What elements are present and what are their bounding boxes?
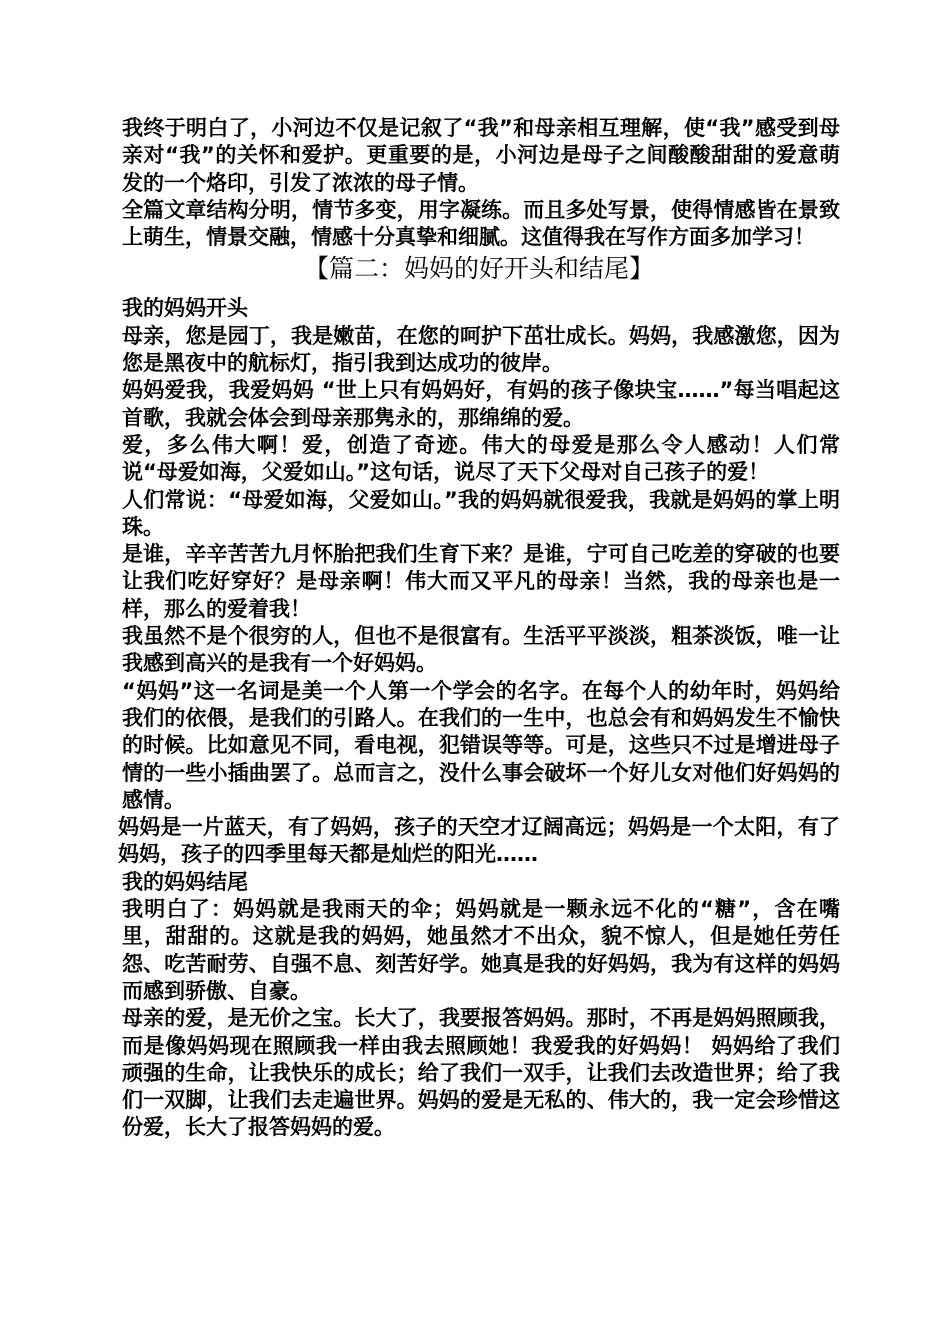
paragraph-opening-3: 爱，多么伟大啊！爱，创造了奇迹。伟大的母爱是那么令人感动！人们常说“母爱如海，父爱如山。”这句话，说尽了天下父母对自己孩子的爱！ xyxy=(122,432,840,485)
paragraph-review: 全篇文章结构分明，情节多变，用字凝练。而且多处写景，使得情感皆在景致上萌生，情景交融，情感十分真挚和细腻。这值得我在写作方面多加学习！ xyxy=(122,197,840,250)
paragraph-opening-2: 妈妈爱我，我爱妈妈 “世上只有妈妈好，有妈的孩子像块宝……”每当唱起这首歌，我就会体会到母亲那隽永的，那绵绵的爱。 xyxy=(122,378,840,430)
paragraph-opening-6: 我虽然不是个很穷的人，但也不是很富有。生活平平淡淡，粗茶淡饭，唯一让我感到高兴的是我有一个好妈妈。 xyxy=(122,624,840,676)
paragraph-opening-7: “妈妈”这一名词是美一个人第一个学会的名字。在每个人的幼年时，妈妈给我们的依偎，是我们的引路人。在我们的一生中，也总会有和妈妈发生不愉快的时候。比如意见不同，看电视，犯错误等等。可是，这些只不过是增进母子情的一些小插曲罢了。总而言之，没什么事会破坏一个好儿女对他们好妈妈的感情。 xyxy=(122,678,840,812)
section-title: 【篇二：妈妈的好开头和结尾】 xyxy=(303,254,654,284)
subheading-opening: 我的妈妈开头 xyxy=(122,296,248,321)
paragraph-ending-1: 我明白了：妈妈就是我雨天的伞；妈妈就是一颗永远不化的“糖”，含在嘴里，甜甜的。这就是我的妈妈，她虽然才不出众，貌不惊人，但是她任劳任怨、吃苦耐劳、自强不息、刻苦好学。她真是我的好妈妈，我为有这样的妈妈而感到骄傲、自豪。 xyxy=(122,897,840,1003)
paragraph-ending-2: 母亲的爱，是无价之宝。长大了，我要报答妈妈。那时，不再是妈妈照顾我，而是像妈妈现在照顾我一样由我去照顾她！我爱我的好妈妈！ 妈妈给了我们顽强的生命，让我快乐的成长；给了我们一双手，让我们去改造世界；给了我们一双脚，让我们去走遍世界。妈妈的爱是无私的、伟大的，我一定会珍惜这份爱，长大了报答妈妈的爱。 xyxy=(122,1006,840,1140)
paragraph-opening-5: 是谁，辛辛苦苦九月怀胎把我们生育下来？是谁，宁可自己吃差的穿破的也要让我们吃好穿好？是母亲啊！伟大而又平凡的母亲！当然，我的母亲也是一样，那么的爱着我！ xyxy=(122,542,840,621)
paragraph-opening-1: 母亲，您是园丁，我是嫩苗，在您的呵护下茁壮成长。妈妈，我感激您，因为您是黑夜中的航标灯，指引我到达成功的彼岸。 xyxy=(122,323,840,376)
subheading-ending: 我的妈妈结尾 xyxy=(122,869,248,894)
paragraph-conclusion: 我终于明白了，小河边不仅是记叙了“我”和母亲相互理解，使“我”感受到母亲对“我”的关怀和爱护。更重要的是，小河边是母子之间酸酸甜甜的爱意萌发的一个烙印，引发了浓浓的母子情。 xyxy=(122,116,840,195)
document-page xyxy=(118,115,840,1142)
paragraph-opening-4: 人们常说：“母爱如海，父爱如山。”我的妈妈就很爱我，我就是妈妈的掌上明珠。 xyxy=(122,487,840,539)
paragraph-opening-8: 妈妈是一片蓝天，有了妈妈，孩子的天空才辽阔高远；妈妈是一个太阳，有了妈妈，孩子的四季里每天都是灿烂的阳光…… xyxy=(118,815,840,867)
